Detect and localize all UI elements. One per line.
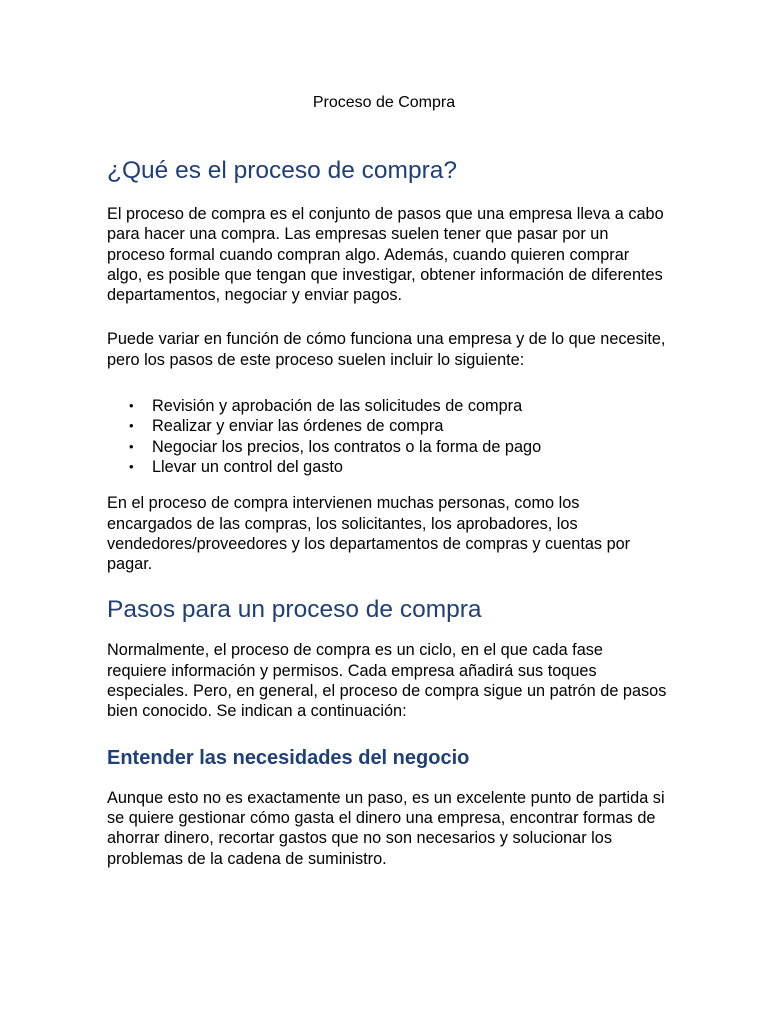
- bullet-icon: •: [129, 418, 134, 434]
- bullet-icon: •: [129, 438, 134, 454]
- document-title: Proceso de Compra: [312, 94, 456, 111]
- list-item: [107, 457, 667, 477]
- section-heading-what-is: ¿Qué es el proceso de compra?: [107, 157, 457, 184]
- steps-bullet-list: [107, 396, 667, 477]
- list-item: [107, 437, 667, 457]
- paragraph-participants: En el proceso de compra intervienen muchas personas, como los encargados de las compras, los solicitantes, los aprobadores, los vendedores/proveedores y los departamentos de compras y cuentas por pagar.: [107, 494, 631, 574]
- subsection-heading-business-needs: Entender las necesidades del negocio: [107, 746, 470, 769]
- paragraph-cycle: Normalmente, el proceso de compra es un ciclo, en el que cada fase requiere información y permisos. Cada empresa añadirá sus toques especiales. Pero, en general, el proceso de compra sigue un patrón de pasos bien conocido. Se indican a continuación:: [107, 641, 667, 721]
- bullet-icon: •: [129, 398, 134, 414]
- paragraph-variation: Puede variar en función de cómo funciona una empresa y de lo que necesite, pero los pasos de este proceso suelen incluir lo siguiente:: [107, 330, 666, 369]
- document-body: [107, 155, 667, 869]
- paragraph-definition: El proceso de compra es el conjunto de pasos que una empresa lleva a cabo para hacer una compra. Las empresas suelen tener que pasar por un proceso formal cuando compran algo. Además, cuando quieren comprar algo, es posible que tengan que investigar, obtener información de diferentes departamentos, negociar y enviar pagos.: [107, 205, 664, 305]
- list-item: [107, 416, 667, 436]
- list-item-text: Negociar los precios, los contratos o la forma de pago: [152, 437, 542, 456]
- list-item-text: Realizar y enviar las órdenes de compra: [152, 417, 444, 436]
- list-item: [107, 396, 667, 416]
- bullet-icon: •: [129, 458, 134, 474]
- section-heading-steps: Pasos para un proceso de compra: [107, 596, 482, 624]
- list-item-text: Revisión y aprobación de las solicitudes de compra: [152, 397, 523, 416]
- paragraph-business-needs: Aunque esto no es exactamente un paso, es un excelente punto de partida si se quiere gestionar cómo gasta el dinero una empresa, encontrar formas de ahorrar dinero, recortar gastos que no son necesarios y solucionar los problemas de la cadena de suministro.: [107, 788, 665, 868]
- list-item-text: Llevar un control del gasto: [152, 457, 343, 476]
